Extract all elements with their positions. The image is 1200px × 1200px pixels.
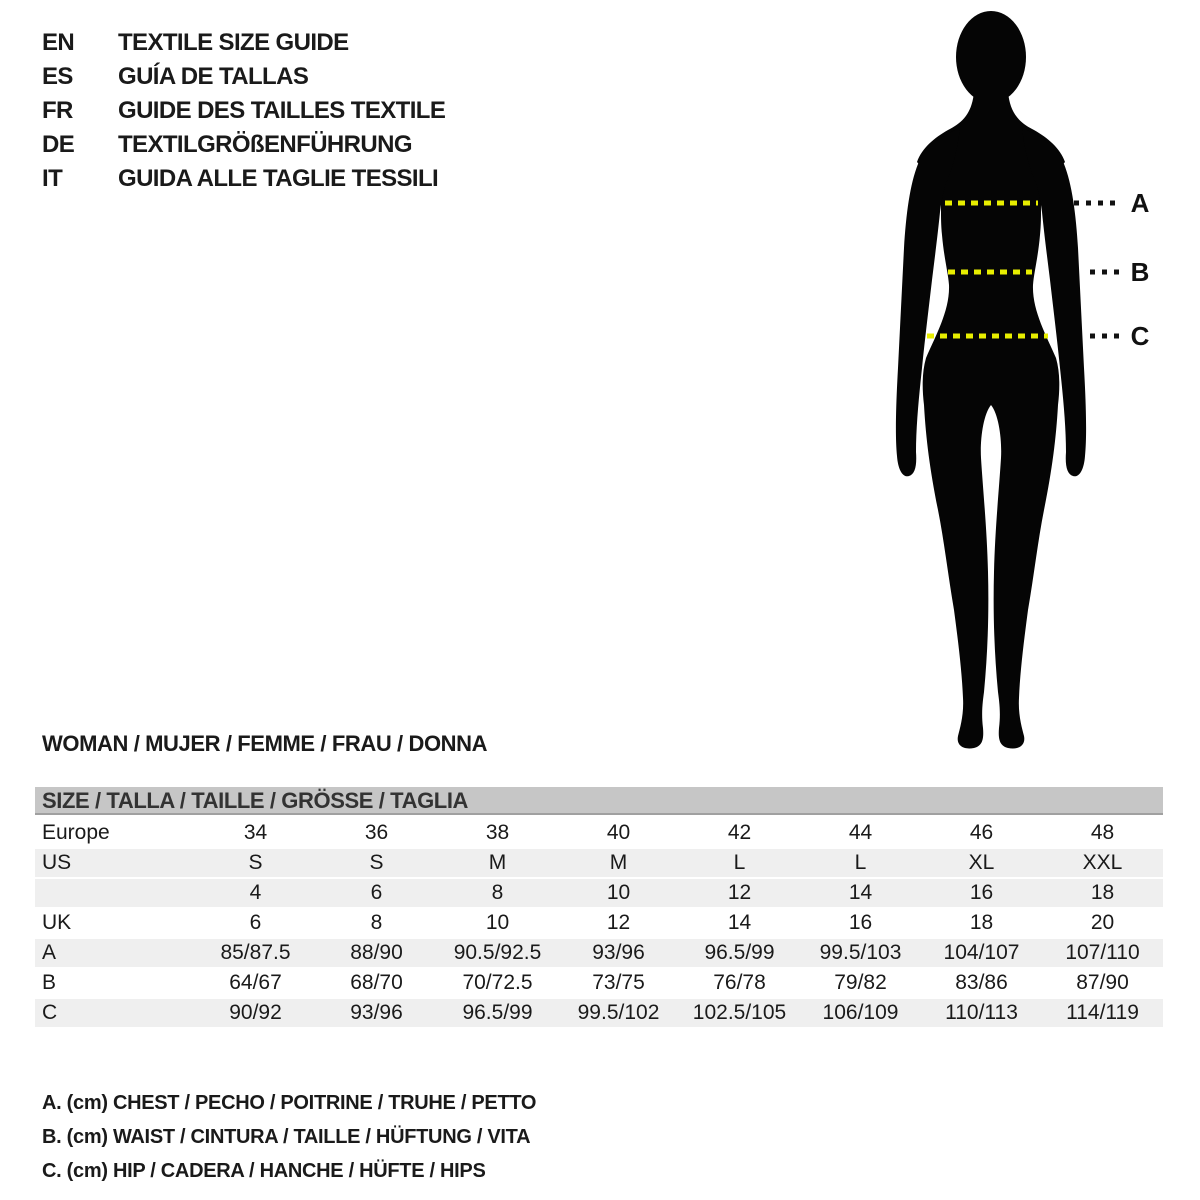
row-label: US [35, 848, 195, 878]
size-cell: 34 [195, 818, 316, 848]
size-cell: 106/109 [800, 998, 921, 1028]
measure-label-c: C [1130, 321, 1150, 351]
legend-line-chest: A. (cm) CHEST / PECHO / POITRINE / TRUHE / PETTO [42, 1092, 537, 1114]
size-cell: 96.5/99 [679, 938, 800, 968]
table-row [35, 848, 1163, 878]
size-cell: 85/87.5 [195, 938, 316, 968]
size-cell: 93/96 [316, 998, 437, 1028]
size-cell: 6 [316, 878, 437, 908]
size-cell: 102.5/105 [679, 998, 800, 1028]
size-cell: 68/70 [316, 968, 437, 998]
measure-label-a: A [1130, 188, 1150, 218]
language-label: GUIDA ALLE TAGLIE TESSILI [118, 165, 439, 192]
size-cell: 20 [1042, 908, 1163, 938]
legend-line-waist: B. (cm) WAIST / CINTURA / TAILLE / HÜFTUNG / VITA [42, 1126, 531, 1148]
table-row [35, 938, 1163, 968]
table-row [35, 878, 1163, 908]
measure-label-b: B [1130, 257, 1150, 287]
size-cell: 6 [195, 908, 316, 938]
silhouette-head [956, 11, 1026, 103]
size-cell: 14 [679, 908, 800, 938]
size-cell: M [558, 848, 679, 878]
size-cell: 18 [921, 908, 1042, 938]
size-cell: 42 [679, 818, 800, 848]
size-table-section [35, 787, 1163, 1029]
size-cell: 88/90 [316, 938, 437, 968]
language-code: DE [42, 131, 75, 158]
size-cell: 4 [195, 878, 316, 908]
size-cell: L [800, 848, 921, 878]
legend-line-hip: C. (cm) HIP / CADERA / HANCHE / HÜFTE / HIPS [42, 1160, 486, 1182]
measurement-legend [42, 1086, 536, 1188]
size-cell: 10 [558, 878, 679, 908]
language-row-de [42, 128, 445, 162]
size-cell: 10 [437, 908, 558, 938]
size-cell: 16 [921, 878, 1042, 908]
language-label: GUIDE DES TAILLES TEXTILE [118, 97, 446, 124]
table-row [35, 818, 1163, 848]
language-label: GUÍA DE TALLAS [118, 63, 309, 90]
size-cell: 8 [316, 908, 437, 938]
size-cell: 73/75 [558, 968, 679, 998]
language-row-en [42, 26, 445, 60]
size-cell: XL [921, 848, 1042, 878]
measurement-figure [860, 0, 1200, 760]
section-heading-woman: WOMAN / MUJER / FEMME / FRAU / DONNA [42, 731, 488, 756]
row-label: B [35, 968, 195, 998]
language-row-it [42, 162, 445, 196]
size-cell: 79/82 [800, 968, 921, 998]
table-row [35, 998, 1163, 1028]
size-cell: 44 [800, 818, 921, 848]
size-cell: S [195, 848, 316, 878]
size-cell: 83/86 [921, 968, 1042, 998]
row-label: Europe [35, 818, 195, 848]
size-cell: M [437, 848, 558, 878]
row-label [35, 878, 195, 908]
size-cell: 90/92 [195, 998, 316, 1028]
size-cell: XXL [1042, 848, 1163, 878]
language-code: IT [42, 165, 63, 192]
size-cell: 40 [558, 818, 679, 848]
size-cell: 99.5/102 [558, 998, 679, 1028]
size-cell: 96.5/99 [437, 998, 558, 1028]
language-label: TEXTILE SIZE GUIDE [118, 29, 349, 56]
language-code: EN [42, 29, 75, 56]
table-row [35, 908, 1163, 938]
size-cell: 38 [437, 818, 558, 848]
language-code: ES [42, 63, 73, 90]
size-table-body [35, 818, 1163, 1028]
size-cell: 12 [558, 908, 679, 938]
size-cell: 36 [316, 818, 437, 848]
size-cell: 104/107 [921, 938, 1042, 968]
size-cell: S [316, 848, 437, 878]
woman-silhouette-icon [860, 0, 1200, 760]
row-label: A [35, 938, 195, 968]
size-cell: 107/110 [1042, 938, 1163, 968]
size-cell: 99.5/103 [800, 938, 921, 968]
size-cell: 12 [679, 878, 800, 908]
size-table-header: SIZE / TALLA / TAILLE / GRÖSSE / TAGLIA [35, 787, 1163, 815]
table-row [35, 968, 1163, 998]
size-cell: 14 [800, 878, 921, 908]
size-cell: 76/78 [679, 968, 800, 998]
size-cell: 48 [1042, 818, 1163, 848]
language-row-fr [42, 94, 445, 128]
language-list [42, 26, 445, 196]
size-cell: 110/113 [921, 998, 1042, 1028]
size-cell: 46 [921, 818, 1042, 848]
size-cell: L [679, 848, 800, 878]
size-cell: 87/90 [1042, 968, 1163, 998]
size-cell: 16 [800, 908, 921, 938]
language-row-es [42, 60, 445, 94]
size-table [35, 818, 1163, 1029]
size-cell: 8 [437, 878, 558, 908]
language-label: TEXTILGRÖßENFÜHRUNG [118, 131, 412, 158]
language-code: FR [42, 97, 73, 124]
row-label: C [35, 998, 195, 1028]
size-cell: 93/96 [558, 938, 679, 968]
size-cell: 70/72.5 [437, 968, 558, 998]
size-cell: 18 [1042, 878, 1163, 908]
size-cell: 64/67 [195, 968, 316, 998]
size-cell: 90.5/92.5 [437, 938, 558, 968]
row-label: UK [35, 908, 195, 938]
size-cell: 114/119 [1042, 998, 1163, 1028]
